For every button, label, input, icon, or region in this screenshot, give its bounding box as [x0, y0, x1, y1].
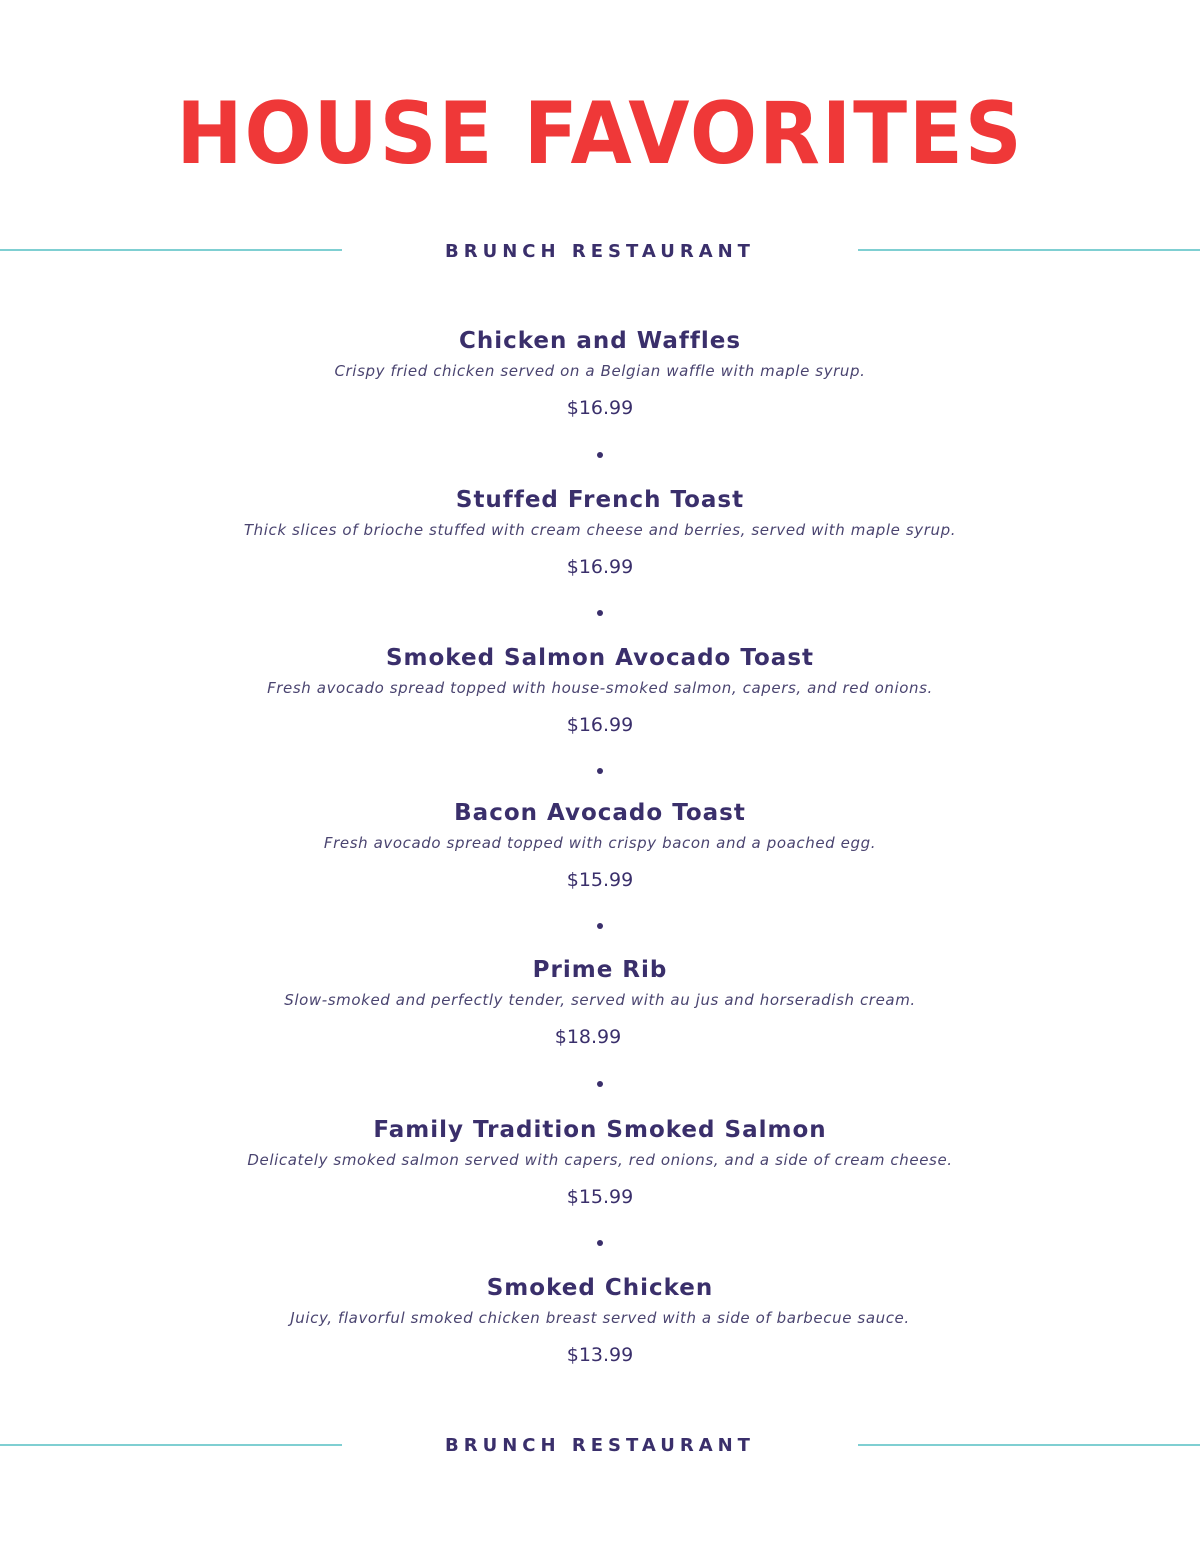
menu-item-name: Family Tradition Smoked Salmon: [373, 1117, 827, 1143]
menu-item-description: Fresh avocado spread topped with house-smoked salmon, capers, and red onions.: [267, 679, 933, 697]
menu-item-description: Juicy, flavorful smoked chicken breast served with a side of barbecue sauce.: [290, 1309, 910, 1327]
separator-dot: [597, 452, 603, 458]
header-divider-right: [858, 249, 1200, 251]
separator-dot: [597, 923, 603, 929]
menu-item-price: $15.99: [566, 869, 634, 891]
menu-item-stuffed-french-toast: [0, 485, 1200, 579]
separator-dot: [597, 1081, 603, 1087]
menu-item-description: Fresh avocado spread topped with crispy bacon and a poached egg.: [323, 834, 877, 852]
footer-divider-right: [858, 1444, 1200, 1446]
menu-item-name: Stuffed French Toast: [455, 487, 745, 513]
page-title: HOUSE FAVORITES: [176, 84, 1024, 184]
menu-item-description: Crispy fried chicken served on a Belgian waffle with maple syrup.: [334, 362, 866, 380]
menu-item-description: Slow-smoked and perfectly tender, served with au jus and horseradish cream.: [284, 991, 916, 1009]
menu-item-price: $15.99: [566, 1186, 634, 1208]
menu-item-name: Bacon Avocado Toast: [454, 800, 746, 826]
menu-item-smoked-chicken: [0, 1273, 1200, 1367]
menu-item-bacon-avocado-toast: [0, 798, 1200, 892]
header-subtitle: BRUNCH RESTAURANT: [445, 241, 755, 262]
menu-item-name: Chicken and Waffles: [458, 328, 742, 354]
separator-dot: [597, 1240, 603, 1246]
menu-item-price: $16.99: [566, 714, 634, 736]
menu-item-smoked-salmon-avocado-toast: [0, 643, 1200, 737]
separator-dot: [597, 768, 603, 774]
footer-subtitle: BRUNCH RESTAURANT: [445, 1435, 755, 1456]
menu-item-price: $18.99: [554, 1026, 622, 1048]
menu-item-prime-rib: [0, 955, 1200, 1049]
menu-item-description: Delicately smoked salmon served with capers, red onions, and a side of cream cheese.: [247, 1151, 953, 1169]
menu-item-name: Prime Rib: [532, 957, 668, 983]
menu-item-name: Smoked Chicken: [486, 1275, 714, 1301]
menu-item-family-tradition-smoked-salmon: [0, 1115, 1200, 1209]
menu-item-description: Thick slices of brioche stuffed with cream cheese and berries, served with maple syrup.: [243, 521, 957, 539]
menu-item-name: Smoked Salmon Avocado Toast: [385, 645, 815, 671]
menu-item-price: $16.99: [566, 397, 634, 419]
separator-dot: [597, 610, 603, 616]
menu-item-chicken-and-waffles: [0, 326, 1200, 420]
menu-item-price: $16.99: [566, 556, 634, 578]
menu-item-price: $13.99: [566, 1344, 634, 1366]
